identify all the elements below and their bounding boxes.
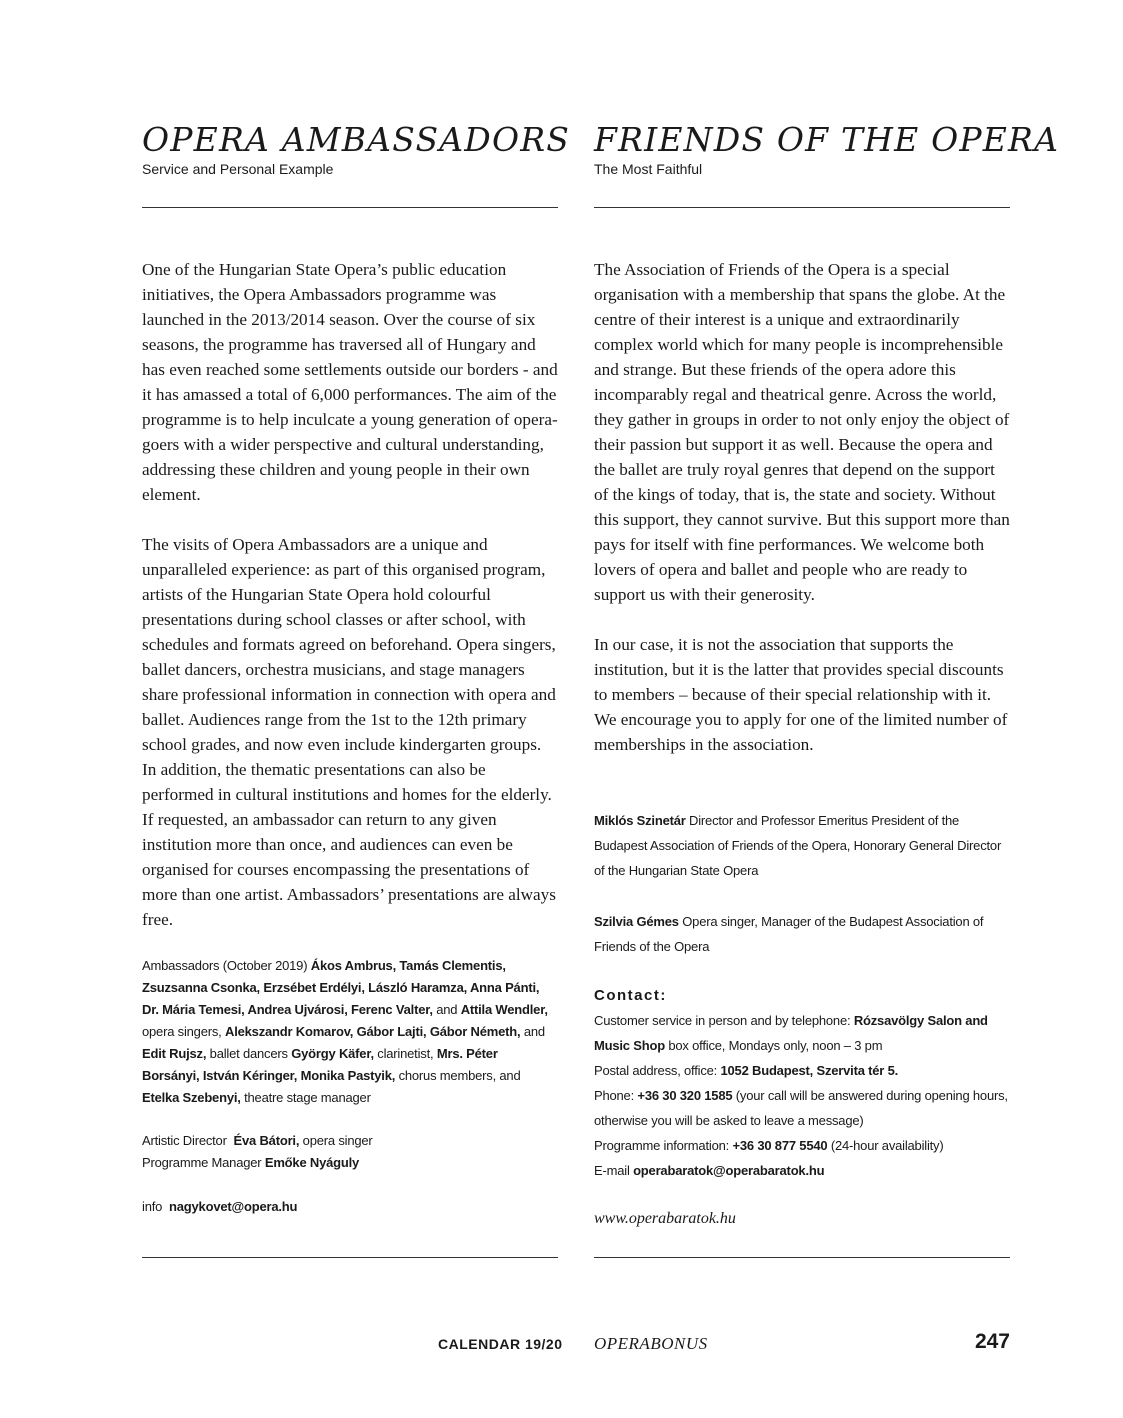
info-label: info <box>142 1199 166 1214</box>
footer-calendar: CALENDAR 19/20 <box>438 1336 563 1352</box>
email-line <box>594 1158 1010 1183</box>
artistic-director-name: Éva Bátori, <box>233 1133 300 1148</box>
ambassadors-prefix: Ambassadors (October 2019) <box>142 958 311 973</box>
ambassadors-singers: Ákos Ambrus, Tamás Clementis, Zsuzsanna Csonka, Erzsébet Erdélyi, László Haramza, Anna Pánti, Dr. Mária Temesi, Andrea Ujvárosi, Ferenc Valter, <box>142 958 540 1017</box>
conjunction: and <box>520 1024 545 1039</box>
programme-manager-line <box>142 1152 558 1174</box>
ambassadors-list <box>142 955 558 1109</box>
ambassadors-stage-manager: Etelka Szebenyi, <box>142 1090 241 1105</box>
phone-note: (your call will be answered during opening hours, otherwise you will be asked to leave a message) <box>594 1088 1008 1128</box>
phone-label: Phone: <box>594 1088 638 1103</box>
info-email-link[interactable]: nagykovet@opera.hu <box>169 1199 298 1214</box>
programme-manager-label: Programme Manager <box>142 1155 265 1170</box>
right-top-rule <box>594 207 1010 208</box>
programme-info-note: (24-hour availability) <box>827 1138 944 1153</box>
contact-block <box>594 983 1010 1183</box>
dancers-role: ballet dancers <box>206 1046 292 1061</box>
page-number: 247 <box>974 1330 1010 1353</box>
ambassadors-chorus: Mrs. Péter Borsányi, István Kéringer, Monika Pastyik, <box>142 1046 498 1083</box>
programme-info-line <box>594 1133 1010 1158</box>
postal-label: Postal address, office: <box>594 1063 721 1078</box>
person-2-role: Opera singer, Manager of the Budapest Association of Friends of the Opera <box>594 914 984 954</box>
website-link[interactable]: www.operabaratok.hu <box>594 1210 736 1227</box>
contact-heading: Contact: <box>594 987 667 1004</box>
left-paragraph-2: The visits of Opera Ambassadors are a unique and unparalleled experience: as part of this organised program, artists of the Hungarian State Opera hold colourful presentations during school classes or after school, with schedules and formats agreed on beforehand. Opera singers, ballet dancers, orchestra musicians, and stage managers share professional information in connection with opera and ballet. Audiences range from the 1st to the 12th primary school grades, and now even include kindergarten groups. In addition, the thematic presentations can also be performed in cultural institutions and homes for the elderly. If requested, an ambassador can return to any given institution more than once, and audiences can even be organised for courses encompassing the presentations of more than one artist. Ambassadors’ presentations are always free. <box>142 535 556 929</box>
customer-service-line <box>594 1008 1010 1058</box>
ambassadors-clarinetist: György Käfer, <box>291 1046 374 1061</box>
person-1-name: Miklós Szinetár <box>594 813 686 828</box>
footer-brand: OPERABONUS <box>594 1334 708 1353</box>
artistic-director-label: Artistic Director <box>142 1133 227 1148</box>
left-subtitle: Service and Personal Example <box>142 161 334 177</box>
ambassadors-dancers: Alekszandr Komarov, Gábor Lajti, Gábor Németh, <box>225 1024 521 1039</box>
left-paragraph-1: One of the Hungarian State Opera’s public education initiatives, the Opera Ambassadors programme was launched in the 2013/2014 season. Over the course of six seasons, the programme has traversed all of Hungary and has even reached some settlements outside our borders - and it has amassed a total of 6,000 performances. The aim of the programme is to help inculcate a young generation of opera-goers with a wider perspective and cultural understanding, addressing these children and young people in their own element. <box>142 260 558 504</box>
artistic-director-role: opera singer <box>299 1133 373 1148</box>
programme-info-label: Programme information: <box>594 1138 733 1153</box>
chorus-role: chorus members, and <box>395 1068 521 1083</box>
left-body <box>142 257 558 957</box>
postal-address: 1052 Budapest, Szervita tér 5. <box>720 1063 899 1078</box>
info-line <box>142 1196 558 1218</box>
customer-service-hours: box office, Mondays only, noon – 3 pm <box>664 1038 883 1053</box>
right-body <box>594 257 1010 782</box>
customer-service-label: Customer service in person and by telephone: <box>594 1013 854 1028</box>
programme-info-number[interactable]: +36 30 877 5540 <box>732 1138 828 1153</box>
ambassadors-dancer-last: Edit Rujsz, <box>142 1046 207 1061</box>
left-title: OPERA AMBASSADORS <box>142 120 571 159</box>
stage-manager-role: theatre stage manager <box>240 1090 371 1105</box>
person-1 <box>594 808 1010 883</box>
right-subtitle: The Most Faithful <box>594 161 703 177</box>
phone-number[interactable]: +36 30 320 1585 <box>637 1088 733 1103</box>
left-bottom-rule <box>142 1257 558 1258</box>
phone-line <box>594 1083 1010 1133</box>
customer-service-name: Rózsavölgy Salon and Music Shop <box>594 1013 988 1053</box>
person-1-role: Director and Professor Emeritus President of the Budapest Association of Friends of the Opera, Honorary General Director of the Hungarian State Opera <box>594 813 1002 878</box>
clarinetist-role: clarinetist, <box>373 1046 437 1061</box>
right-title: FRIENDS OF THE OPERA <box>594 120 1060 159</box>
programme-manager-name: Emőke Nyáguly <box>264 1155 360 1170</box>
directors-block <box>142 1130 558 1174</box>
right-paragraph-2: In our case, it is not the association that supports the institution, but it is the latter that provides special discounts to members – because of their special relationship with it. We encourage you to apply for one of the limited number of memberships in the association. <box>594 635 1008 754</box>
person-2 <box>594 909 1010 959</box>
conjunction: and <box>432 1002 461 1017</box>
left-top-rule <box>142 207 558 208</box>
artistic-director-line <box>142 1130 558 1152</box>
right-paragraph-1: The Association of Friends of the Opera is a special organisation with a membership that spans the globe. At the centre of their interest is a unique and extraordinarily complex world which for many people is incomprehensible and strange. But these friends of the opera adore this incomparably regal and theatrical genre. Across the world, they gather in groups in order to not only enjoy the object of their passion but support it as well. Because the opera and the ballet are truly royal genres that depend on the support of the kings of today, that is, the state and society. Without this support, they cannot survive. But this support more than pays for itself with fine performances. We welcome both lovers of opera and ballet and people who are ready to support us with their generosity. <box>594 260 1010 604</box>
email-link[interactable]: operabaratok@operabaratok.hu <box>633 1163 825 1178</box>
ambassadors-singer-last: Attila Wendler, <box>460 1002 548 1017</box>
email-label: E-mail <box>594 1163 634 1178</box>
person-2-name: Szilvia Gémes <box>594 914 679 929</box>
postal-address-line <box>594 1058 1010 1083</box>
right-bottom-rule <box>594 1257 1010 1258</box>
singers-role: opera singers, <box>142 1024 225 1039</box>
